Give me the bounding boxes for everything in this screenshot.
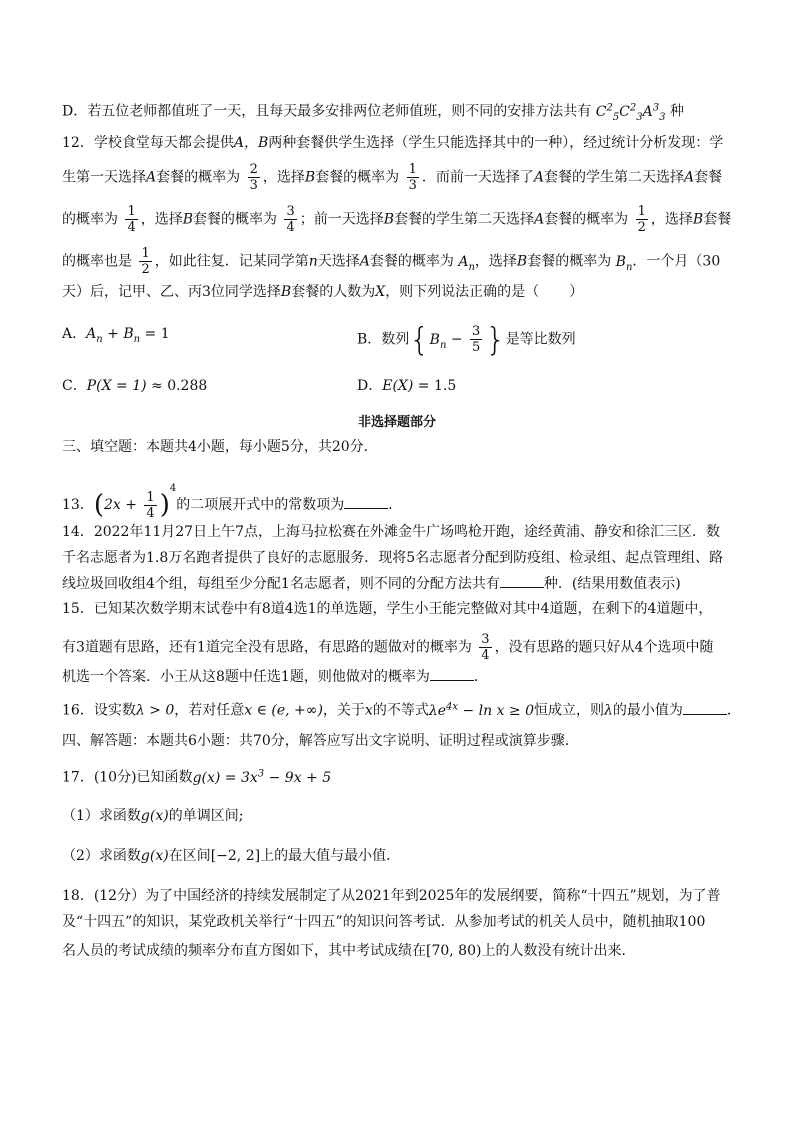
fraction-1-2: $\frac{1}{2}$ [637,204,646,235]
q16: 16．设实数λ > 0，若对任意x ∈ (e, +∞)，关于x的不等式$\lambda e^{4x} - \ln x \ge 0$恒成立，则λ的最小值为 ． [62,701,741,719]
q12-line-4: 的概率也是 $\frac{1}{2}$ ，如此往复．记某同学第n天选择A套餐的概率为 $A_n$，选择B套餐的概率为 $B_n$．一个月（30 [62,246,721,277]
q12-line-5: 天）后，记甲、乙、丙3位同学选择B套餐的人数为X，则下列说法正确的是（ ） [62,284,584,300]
fraction-3-5: $\frac{3}{5}$ [472,324,481,355]
fraction-1-4: $\frac{1}{4}$ [127,204,136,235]
answer-blank-16 [683,700,727,715]
q13: 13．(2x + $\frac{1}{4}$ )$^4$的二项展开式中的常数项为 ． [62,483,403,521]
comb-expression: $C^2_5C^2_3A^3_3$ [595,102,666,123]
section-3-heading: 三、填空题：本题共4小题，每小题5分，共20分． [62,439,378,455]
answer-blank-15 [430,666,474,681]
q15-line-1: 15．已知某次数学期末试卷中有8道4选1的单选题，学生小王能完整做对其中4道题，在剩下的4道题中， [62,601,713,617]
q12-line-1: 12．学校食堂每天都会提供A，B两种套餐供学生选择（学生只能选择其中的一种），经过统计分析发现：学 [62,135,724,151]
answer-blank-13 [344,494,388,509]
q17-head: 17．(10分)已知函数$g(x) = 3x^3 - 9x + 5$ [62,768,332,786]
q12-option-b: B．数列{$B_n$ − $\frac{3}{5}$ }是等比数列 [357,320,576,359]
q14-line-3: 线垃圾回收组4个组，每组至少分配1名志愿者，则不同的分配方法共有 种．(结果用数值表示) [62,573,681,594]
section-title-nonchoice: 非选择题部分 [357,415,436,430]
fraction-1-3: $\frac{1}{3}$ [408,162,417,193]
q12-option-d: D．E(X) = 1.5 [357,378,457,394]
q18-line-1: 18．(12分）为了中国经济的持续发展制定了从2021年到2025年的发展纲要，简称“十四五”规划，为了普 [62,888,721,904]
answer-blank-14 [500,573,544,588]
q12-line-2: 生第一天选择A套餐的概率为 $\frac{2}{3}$ ，选择B套餐的概率为 $\frac{1}{3}$ ．而前一天选择了A套餐的学生第二天选择A套餐 [62,162,723,193]
q11-option-d-text: D．若五位老师都值班了一天，且每天最多安排两位老师值班，则不同的安排方法共有 [62,103,592,120]
q17-part-1: （1）求函数g(x)的单调区间; [62,808,244,824]
q18-line-3: 名人员的考试成绩的频率分布直方图如下，其中考试成绩在[70, 80)上的人数没有统计出来． [62,943,636,959]
section-4-heading: 四、解答题：本题共6小题：共70分，解答应写出文字说明、证明过程或演算步骤． [62,733,579,749]
fraction-3-4: $\frac{3}{4}$ [286,204,295,235]
q14-line-1: 14．2022年11月27日上午7点，上海马拉松赛在外滩金牛广场鸣枪开跑，途经黄浦、静安和徐汇三区．数 [62,524,720,540]
q12-option-a: A．$A_n + B_n = 1$ [62,326,170,345]
q17-part-2: （2）求函数g(x)在区间[−2, 2]上的最大值与最小值． [62,848,401,864]
q11-option-d: D．若五位老师都值班了一天，且每天最多安排两位老师值班，则不同的安排方法共有 $C^2_5C^2_3A^3_3$ 种 [62,102,684,123]
fraction-1-2-b: $\frac{1}{2}$ [141,246,150,277]
fraction-1-4-q13: $\frac{1}{4}$ [146,489,155,521]
fraction-3-4-q15: $\frac{3}{4}$ [481,632,490,663]
q15-line-3: 机选一个答案．小王从这8题中任选1题，则他做对的概率为 ． [62,666,488,687]
q18-line-2: 及“十四五”的知识，某党政机关举行“十四五”的知识问答考试．从参加考试的机关人员中，随机抽取100 [62,914,706,930]
q12-line-3: 的概率为 $\frac{1}{4}$ ，选择B套餐的概率为 $\frac{3}{4}$ ；前一天选择B套餐的学生第二天选择A套餐的概率为 $\frac{1}{2}$ ，选择B套餐 [62,204,732,235]
q12-option-c: C．P(X = 1) ≈ 0.288 [62,378,208,394]
q14-line-2: 千名志愿者为1.8万名跑者提供了良好的志愿服务．现将5名志愿者分配到防疫组、检录组、起点管理组、路 [62,550,724,566]
q15-line-2: 有3道题有思路，还有1道完全没有思路，有思路的题做对的概率为 $\frac{3}{4}$ ，没有思路的题只好从4个选项中随 [62,632,714,663]
fraction-2-3: $\frac{2}{3}$ [249,162,258,193]
